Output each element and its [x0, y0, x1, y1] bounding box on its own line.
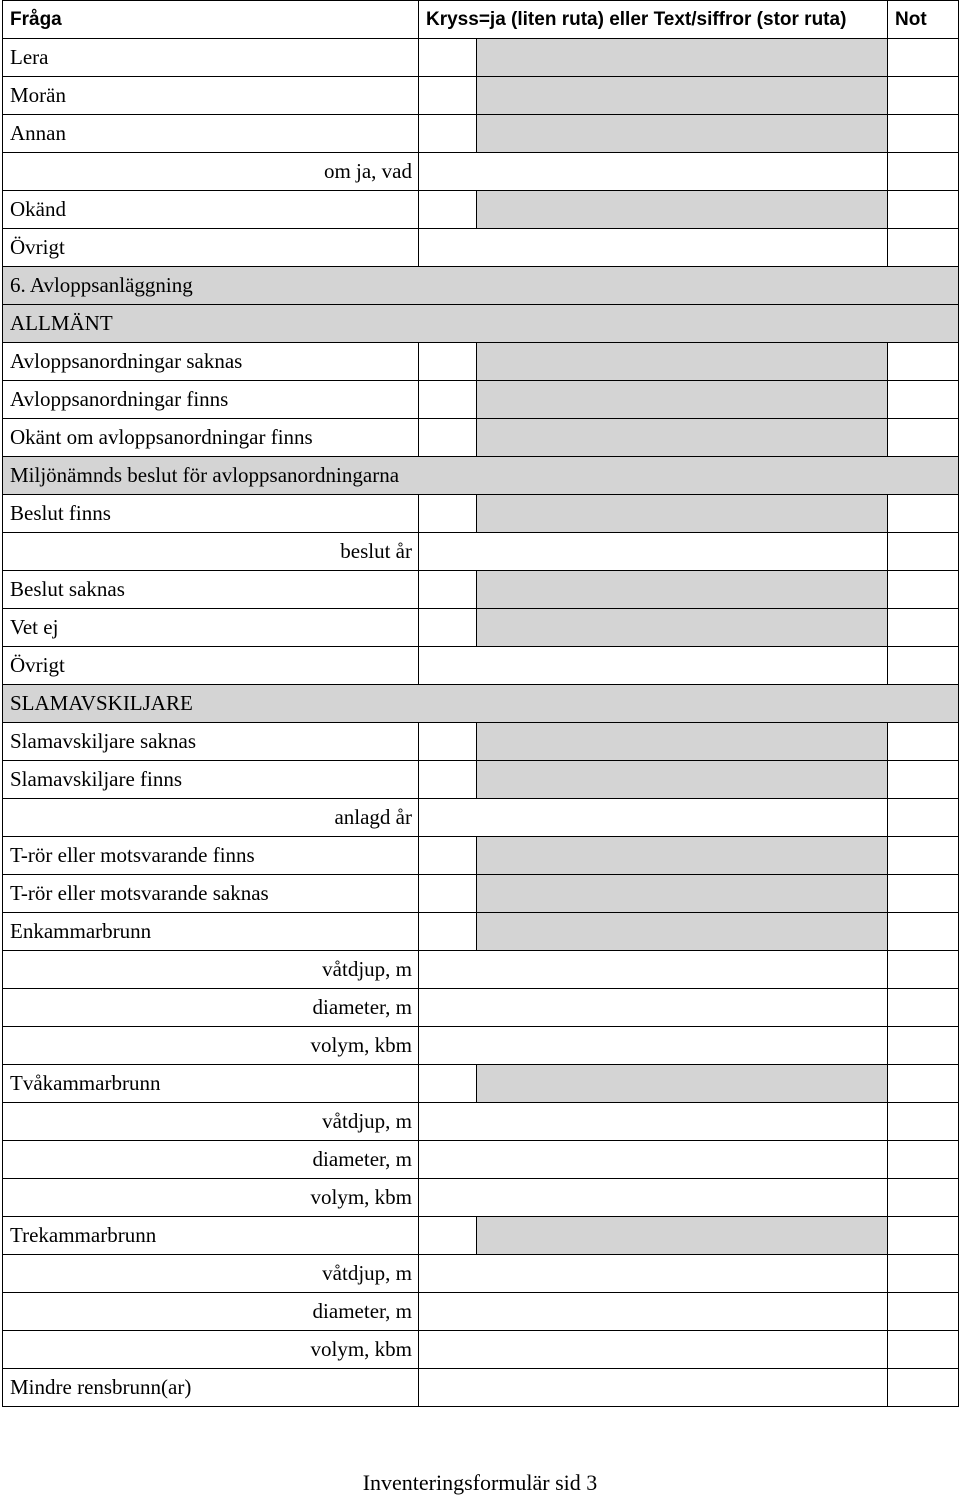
form-row [3, 1141, 959, 1179]
checkbox-cell[interactable] [419, 1217, 477, 1255]
form-row [3, 723, 959, 761]
sub-question-label: volym, kbm [3, 1179, 419, 1217]
form-row [3, 989, 959, 1027]
form-row [3, 609, 959, 647]
text-field[interactable] [419, 1369, 888, 1407]
question-label: Trekammarbrunn [3, 1217, 419, 1255]
text-field[interactable] [419, 951, 888, 989]
form-row [3, 533, 959, 571]
form-row [3, 1293, 959, 1331]
form-row [3, 115, 959, 153]
text-field-disabled [477, 381, 888, 419]
question-label: Övrigt [3, 647, 419, 685]
note-field[interactable] [888, 1255, 959, 1293]
checkbox-cell[interactable] [419, 875, 477, 913]
form-row [3, 1027, 959, 1065]
question-label: T-rör eller motsvarande finns [3, 837, 419, 875]
text-field-disabled [477, 837, 888, 875]
note-field[interactable] [888, 153, 959, 191]
note-field[interactable] [888, 875, 959, 913]
checkbox-cell[interactable] [419, 571, 477, 609]
form-row [3, 685, 959, 723]
section-heading: ALLMÄNT [3, 305, 959, 343]
note-field[interactable] [888, 419, 959, 457]
text-field[interactable] [419, 153, 888, 191]
form-row [3, 1217, 959, 1255]
form-row [3, 39, 959, 77]
sub-question-label: våtdjup, m [3, 951, 419, 989]
page-footer: Inventeringsformulär sid 3 [362, 1470, 598, 1495]
text-field[interactable] [419, 1255, 888, 1293]
text-field-disabled [477, 875, 888, 913]
question-label: Annan [3, 115, 419, 153]
note-field[interactable] [888, 343, 959, 381]
note-field[interactable] [888, 1141, 959, 1179]
question-label: Okänd [3, 191, 419, 229]
text-field-disabled [477, 761, 888, 799]
note-field[interactable] [888, 77, 959, 115]
form-row [3, 1103, 959, 1141]
question-label: Okänt om avloppsanordningar finns [3, 419, 419, 457]
section-heading: SLAMAVSKILJARE [3, 685, 959, 723]
note-field[interactable] [888, 609, 959, 647]
form-row [3, 951, 959, 989]
form-row [3, 381, 959, 419]
text-field[interactable] [419, 799, 888, 837]
checkbox-cell[interactable] [419, 913, 477, 951]
question-label: Beslut saknas [3, 571, 419, 609]
note-field[interactable] [888, 1369, 959, 1407]
form-row [3, 229, 959, 267]
text-field-disabled [477, 609, 888, 647]
form-row [3, 305, 959, 343]
form-row [3, 343, 959, 381]
form-row [3, 419, 959, 457]
question-label: T-rör eller motsvarande saknas [3, 875, 419, 913]
text-field-disabled [477, 39, 888, 77]
text-field-disabled [477, 571, 888, 609]
text-field-disabled [477, 343, 888, 381]
form-row [3, 1065, 959, 1103]
text-field[interactable] [419, 1103, 888, 1141]
question-label: Lera [3, 39, 419, 77]
form-row [3, 457, 959, 495]
header-question: Fråga [3, 1, 419, 39]
form-row [3, 799, 959, 837]
sub-question-label: diameter, m [3, 1293, 419, 1331]
text-field[interactable] [419, 1179, 888, 1217]
question-label: Mindre rensbrunn(ar) [3, 1369, 419, 1407]
text-field[interactable] [419, 1027, 888, 1065]
form-row [3, 875, 959, 913]
note-field[interactable] [888, 837, 959, 875]
sub-question-label: våtdjup, m [3, 1103, 419, 1141]
text-field-disabled [477, 1065, 888, 1103]
section-heading: Miljönämnds beslut för avloppsanordningarna [3, 457, 959, 495]
question-label: Morän [3, 77, 419, 115]
note-field[interactable] [888, 1065, 959, 1103]
header-note: Not [888, 1, 959, 39]
form-row [3, 153, 959, 191]
header-answer: Kryss=ja (liten ruta) eller Text/siffror (stor ruta) [419, 1, 888, 39]
sub-question-label: diameter, m [3, 989, 419, 1027]
form-row [3, 1255, 959, 1293]
text-field-disabled [477, 723, 888, 761]
note-field[interactable] [888, 647, 959, 685]
form-row [3, 647, 959, 685]
sub-question-label: beslut år [3, 533, 419, 571]
form-row [3, 191, 959, 229]
checkbox-cell[interactable] [419, 1065, 477, 1103]
sub-question-label: våtdjup, m [3, 1255, 419, 1293]
note-field[interactable] [888, 723, 959, 761]
checkbox-cell[interactable] [419, 191, 477, 229]
checkbox-cell[interactable] [419, 723, 477, 761]
note-field[interactable] [888, 1293, 959, 1331]
note-field[interactable] [888, 989, 959, 1027]
question-label: Enkammarbrunn [3, 913, 419, 951]
form-row [3, 837, 959, 875]
note-field[interactable] [888, 191, 959, 229]
sub-question-label: volym, kbm [3, 1331, 419, 1369]
form-row [3, 495, 959, 533]
inventory-form-table [2, 0, 959, 1407]
checkbox-cell[interactable] [419, 381, 477, 419]
question-label: Slamavskiljare finns [3, 761, 419, 799]
note-field[interactable] [888, 381, 959, 419]
question-label: Övrigt [3, 229, 419, 267]
text-field[interactable] [419, 1141, 888, 1179]
note-field[interactable] [888, 913, 959, 951]
checkbox-cell[interactable] [419, 761, 477, 799]
text-field[interactable] [419, 229, 888, 267]
form-row [3, 571, 959, 609]
text-field-disabled [477, 913, 888, 951]
checkbox-cell[interactable] [419, 115, 477, 153]
text-field[interactable] [419, 1293, 888, 1331]
sub-question-label: anlagd år [3, 799, 419, 837]
question-label: Vet ej [3, 609, 419, 647]
section-heading: 6. Avloppsanläggning [3, 267, 959, 305]
checkbox-cell[interactable] [419, 77, 477, 115]
text-field[interactable] [419, 989, 888, 1027]
note-field[interactable] [888, 1027, 959, 1065]
note-field[interactable] [888, 799, 959, 837]
form-row [3, 1331, 959, 1369]
question-label: Slamavskiljare saknas [3, 723, 419, 761]
note-field[interactable] [888, 229, 959, 267]
checkbox-cell[interactable] [419, 609, 477, 647]
note-field[interactable] [888, 1103, 959, 1141]
form-row [3, 1179, 959, 1217]
note-field[interactable] [888, 39, 959, 77]
text-field[interactable] [419, 533, 888, 571]
text-field-disabled [477, 115, 888, 153]
text-field-disabled [477, 191, 888, 229]
checkbox-cell[interactable] [419, 343, 477, 381]
note-field[interactable] [888, 533, 959, 571]
form-row [3, 761, 959, 799]
note-field[interactable] [888, 571, 959, 609]
note-field[interactable] [888, 1179, 959, 1217]
form-row [3, 913, 959, 951]
note-field[interactable] [888, 1331, 959, 1369]
form-row [3, 77, 959, 115]
form-row [3, 267, 959, 305]
note-field[interactable] [888, 951, 959, 989]
note-field[interactable] [888, 115, 959, 153]
text-field[interactable] [419, 647, 888, 685]
checkbox-cell[interactable] [419, 419, 477, 457]
text-field-disabled [477, 419, 888, 457]
question-label: Avloppsanordningar finns [3, 381, 419, 419]
sub-question-label: volym, kbm [3, 1027, 419, 1065]
text-field-disabled [477, 77, 888, 115]
sub-question-label: diameter, m [3, 1141, 419, 1179]
question-label: Tvåkammarbrunn [3, 1065, 419, 1103]
checkbox-cell[interactable] [419, 837, 477, 875]
note-field[interactable] [888, 1217, 959, 1255]
question-label: Beslut finns [3, 495, 419, 533]
checkbox-cell[interactable] [419, 495, 477, 533]
checkbox-cell[interactable] [419, 39, 477, 77]
text-field[interactable] [419, 1331, 888, 1369]
note-field[interactable] [888, 495, 959, 533]
form-row [3, 1369, 959, 1407]
sub-question-label: om ja, vad [3, 153, 419, 191]
form-body [3, 1, 959, 1407]
header-row [3, 1, 959, 39]
text-field-disabled [477, 1217, 888, 1255]
note-field[interactable] [888, 761, 959, 799]
question-label: Avloppsanordningar saknas [3, 343, 419, 381]
text-field-disabled [477, 495, 888, 533]
